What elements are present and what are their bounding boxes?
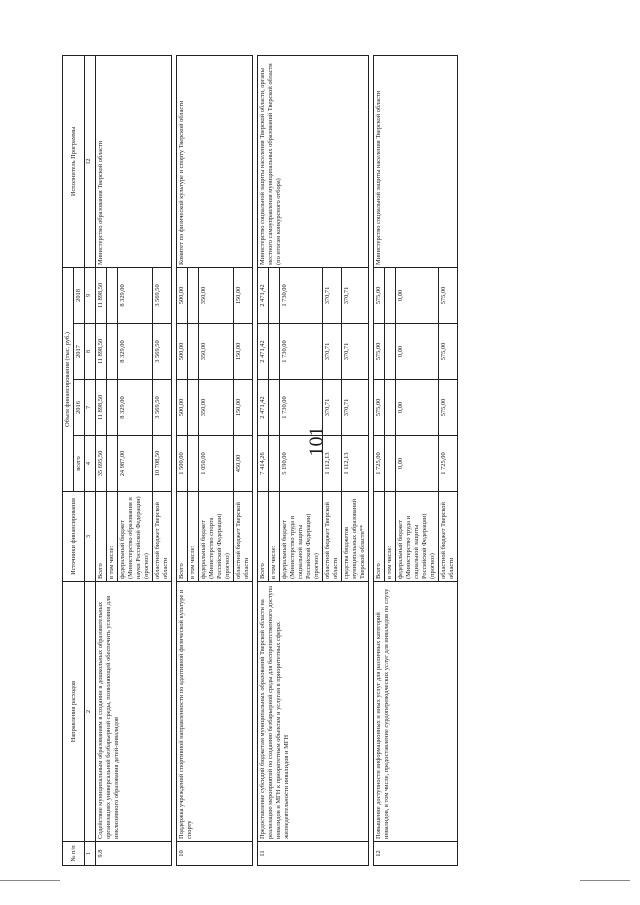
- index-cell: 2: [85, 582, 96, 842]
- amount-total: 450,00: [233, 436, 252, 492]
- header-row-1: [63, 55, 74, 865]
- column-index-row: [85, 55, 96, 865]
- funding-source: федеральный бюджет (Министерство образования и науки Российской Федерации) (прогноз): [117, 492, 152, 582]
- amount-y2016: 150,00: [233, 380, 252, 436]
- amount-y2017: 3 569,50: [152, 324, 171, 380]
- index-cell: 12: [85, 55, 96, 267]
- header-num: № п/п: [63, 842, 85, 866]
- program-executor: Министерство социальной защиты населения Тверской области: [373, 55, 457, 267]
- funding-source: Всего: [176, 492, 187, 582]
- amount-y2017: 575,00: [373, 324, 384, 380]
- amount-y2016: 3 569,50: [152, 380, 171, 436]
- amount-total: 7 414,26: [257, 436, 268, 492]
- amount-y2018: 150,00: [233, 267, 252, 323]
- amount-total: 5 190,00: [279, 436, 322, 492]
- amount-y2017: 370,71: [341, 324, 368, 380]
- amount-y2017: [106, 324, 117, 380]
- amount-y2016: 575,00: [438, 380, 457, 436]
- row-number: 9.8: [95, 842, 171, 866]
- amount-y2018: 575,00: [438, 267, 457, 323]
- funding-table: [62, 55, 458, 866]
- amount-y2016: 575,00: [373, 380, 384, 436]
- amount-y2017: 575,00: [438, 324, 457, 380]
- amount-total: 1 500,00: [176, 436, 187, 492]
- header-sources: Источники финансирования: [63, 492, 85, 582]
- program-executor: Министерство образования Тверской области: [95, 55, 171, 267]
- table-row: [257, 55, 268, 865]
- funding-source: Всего: [373, 492, 384, 582]
- index-cell: 9: [85, 267, 96, 323]
- header-2018: 2018: [74, 267, 85, 323]
- funding-source: в том числе:: [106, 492, 117, 582]
- amount-y2016: 370,71: [322, 380, 341, 436]
- amount-y2016: [106, 380, 117, 436]
- amount-y2016: [268, 380, 279, 436]
- amount-y2018: [268, 267, 279, 323]
- amount-y2017: 150,00: [233, 324, 252, 380]
- funding-source: федеральный бюджет (Министерство спорта Российской Федерации) (прогноз): [198, 492, 233, 582]
- amount-total: [268, 436, 279, 492]
- rotated-table-page: [62, 56, 632, 866]
- amount-y2017: 1 730,00: [279, 324, 322, 380]
- table-row: [373, 55, 384, 865]
- table-body: [95, 55, 457, 865]
- amount-y2018: [106, 267, 117, 323]
- header-direction: Направления расходов: [63, 582, 85, 842]
- program-executor: Министерство социальной защиты населения Тверской области, органы местного самоуправления муниципальных образований Тверской области (по итогам конкурсного отбора): [257, 55, 368, 267]
- amount-total: [384, 436, 395, 492]
- header-2016: 2016: [74, 380, 85, 436]
- funding-source: средства бюджетов муниципальных образований Тверской области**: [341, 492, 368, 582]
- funding-source: областной бюджет Тверской области: [233, 492, 252, 582]
- amount-y2017: 500,00: [176, 324, 187, 380]
- row-number: 12: [373, 842, 457, 866]
- header-funding: Объем финансирования (тыс. руб.): [63, 267, 74, 491]
- funding-source: в том числе:: [268, 492, 279, 582]
- amount-total: 1 725,00: [373, 436, 384, 492]
- amount-y2017: 11 898,50: [95, 324, 106, 380]
- scan-mark: [0, 880, 60, 881]
- amount-total: 10 708,50: [152, 436, 171, 492]
- amount-total: 35 695,50: [95, 436, 106, 492]
- index-cell: 7: [85, 380, 96, 436]
- amount-y2016: 1 730,00: [279, 380, 322, 436]
- expense-direction: Повышение доступности информационных и иных услуг для различных категорий инвалидов, в том числе, предоставление сурдопереводческих услуг для инвалидов по слуху: [373, 582, 457, 842]
- amount-y2016: [187, 380, 198, 436]
- amount-y2017: [187, 324, 198, 380]
- amount-y2017: 2 471,42: [257, 324, 268, 380]
- funding-source: Всего: [95, 492, 106, 582]
- amount-y2017: 0,00: [395, 324, 438, 380]
- amount-total: 1 112,13: [341, 436, 368, 492]
- header-2017: 2017: [74, 324, 85, 380]
- amount-y2016: 500,00: [176, 380, 187, 436]
- amount-y2016: 2 471,42: [257, 380, 268, 436]
- expense-direction: Поддержка учреждений спортивной направленности по адаптивной физической культуре и спорту: [176, 582, 252, 842]
- funding-source: федеральный бюджет (Министерство труда и социальной защиты Российской Федерации) (прогноз): [395, 492, 438, 582]
- amount-y2017: 8 329,00: [117, 324, 152, 380]
- index-cell: 8: [85, 324, 96, 380]
- funding-source: федеральный бюджет (Министерство труда и социальной защиты Российской Федерации) (прогноз): [279, 492, 322, 582]
- amount-y2017: [268, 324, 279, 380]
- amount-y2018: 350,00: [198, 267, 233, 323]
- amount-y2018: 8 329,00: [117, 267, 152, 323]
- amount-y2017: 350,00: [198, 324, 233, 380]
- amount-total: [106, 436, 117, 492]
- amount-y2018: 575,00: [373, 267, 384, 323]
- amount-y2018: 3 569,50: [152, 267, 171, 323]
- expense-direction: Содействие муниципальным образованиям в создании в дошкольных образовательных организациях универсальной безбарьерной среды, позволяющей обеспечить условия для инклюзивного образования детей-инвалидов: [95, 582, 171, 842]
- header-total: всего: [74, 436, 85, 492]
- amount-total: 1 725,00: [438, 436, 457, 492]
- funding-source: в том числе:: [187, 492, 198, 582]
- amount-y2018: 0,00: [395, 267, 438, 323]
- amount-y2018: 370,71: [341, 267, 368, 323]
- amount-y2018: 2 471,42: [257, 267, 268, 323]
- index-cell: 4: [85, 436, 96, 492]
- amount-y2018: 500,00: [176, 267, 187, 323]
- row-number: 11: [257, 842, 368, 866]
- amount-total: 1 050,00: [198, 436, 233, 492]
- header-executor: Исполнитель Программы: [63, 55, 85, 267]
- index-cell: 3: [85, 492, 96, 582]
- amount-y2017: 370,71: [322, 324, 341, 380]
- amount-total: [187, 436, 198, 492]
- page-number: 101: [305, 426, 328, 457]
- scan-mark: [580, 880, 630, 881]
- funding-source: областной бюджет Тверской области: [438, 492, 457, 582]
- table-row: [176, 55, 187, 865]
- amount-y2017: [384, 324, 395, 380]
- amount-y2018: [187, 267, 198, 323]
- amount-total: 0,00: [395, 436, 438, 492]
- index-cell: 1: [85, 842, 96, 866]
- amount-y2016: 350,00: [198, 380, 233, 436]
- funding-source: в том числе:: [384, 492, 395, 582]
- amount-y2016: 8 329,00: [117, 380, 152, 436]
- amount-y2016: 0,00: [395, 380, 438, 436]
- funding-source: областной бюджет Тверской области: [152, 492, 171, 582]
- row-number: 10: [176, 842, 252, 866]
- funding-source: областной бюджет Тверской области: [322, 492, 341, 582]
- expense-direction: Предоставление субсидий бюджетам муниципальных образований Тверской области на реализацию мероприятий по созданию безбарьерной среды для беспрепятственного доступа инвалидов и МГН к приоритетным объектам и услугам в приоритетных сферах жизнедеятельности инвалидов и МГН: [257, 582, 368, 842]
- amount-y2018: 11 898,50: [95, 267, 106, 323]
- amount-y2018: 1 730,00: [279, 267, 322, 323]
- amount-y2016: [384, 380, 395, 436]
- funding-source: Всего: [257, 492, 268, 582]
- amount-y2016: 11 898,50: [95, 380, 106, 436]
- table-row: [95, 55, 106, 865]
- amount-y2018: [384, 267, 395, 323]
- amount-total: 24 987,00: [117, 436, 152, 492]
- amount-y2016: 370,71: [341, 380, 368, 436]
- amount-total: 1 112,13: [322, 436, 341, 492]
- program-executor: Комитет по физической культуре и спорту Тверской области: [176, 55, 252, 267]
- amount-y2018: 370,71: [322, 267, 341, 323]
